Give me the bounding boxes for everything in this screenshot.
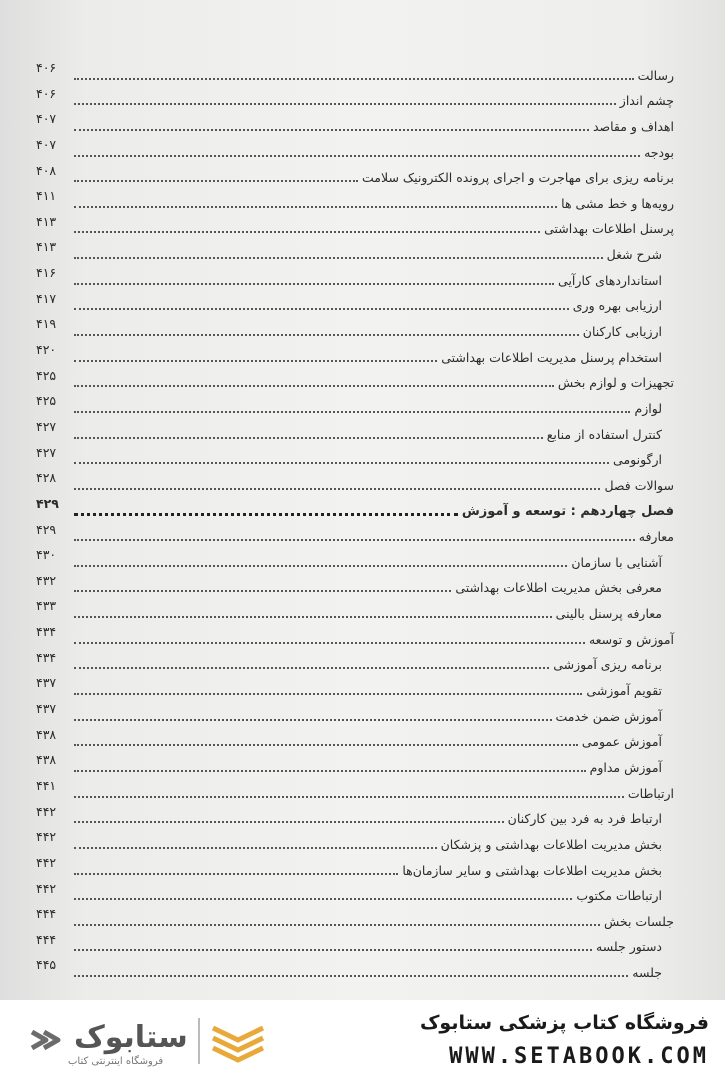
- toc-page-number: ۴۳۸: [36, 726, 57, 742]
- toc-leader-dots: [74, 924, 600, 926]
- toc-page-number: ۴۲۹: [36, 495, 59, 511]
- toc-row[interactable]: [36, 776, 674, 802]
- toc-leader-dots: [74, 642, 585, 644]
- toc-leader-dots: [74, 847, 437, 849]
- toc-row[interactable]: [36, 135, 674, 161]
- store-footer: [0, 1000, 725, 1080]
- toc-page-number: ۴۴۱: [36, 777, 57, 793]
- toc-leader-dots: [74, 796, 624, 798]
- toc-entry-title: معارفه پرسنل بالینی: [555, 606, 662, 622]
- toc-page-number: ۴۴۲: [36, 829, 57, 845]
- toc-leader-dots: [74, 873, 398, 875]
- toc-entry-title: ارزیابی بهره وری: [572, 298, 662, 314]
- toc-entry-title: دستور جلسه: [596, 939, 662, 955]
- toc-page-number: ۴۳۷: [36, 701, 57, 717]
- toc-page-number: ۴۳۷: [36, 675, 57, 691]
- toc-page-number: ۴۲۸: [36, 470, 57, 486]
- logo-subtext: فروشگاه اینترنتی کتاب: [68, 1056, 164, 1067]
- toc-leader-dots: [74, 949, 592, 951]
- toc-entry-title: بخش مدیریت اطلاعات بهداشتی و سایر سازمان‌ها: [402, 862, 662, 878]
- toc-row[interactable]: [36, 417, 674, 443]
- toc-entry-title: جلسه: [632, 965, 662, 981]
- toc-leader-dots: [74, 719, 552, 721]
- toc-entry-title: ارتباطات مکتوب: [576, 888, 662, 904]
- toc-page-number: ۴۳۳: [36, 598, 57, 614]
- toc-row[interactable]: [36, 596, 674, 622]
- toc-leader-dots: [74, 667, 549, 669]
- toc-entry-title: برنامه ریزی برای مهاجرت و اجرای پرونده الکترونیک سلامت: [362, 170, 674, 186]
- toc-leader-dots: [74, 437, 543, 439]
- toc-leader-dots: [74, 744, 578, 746]
- toc-row[interactable]: [36, 673, 674, 699]
- toc-page-number: ۴۴۲: [36, 854, 57, 870]
- toc-chapter-row[interactable]: [36, 494, 674, 520]
- toc-row[interactable]: [36, 930, 674, 956]
- toc-row[interactable]: [36, 750, 674, 776]
- toc-page-number: ۴۰۶: [36, 60, 57, 75]
- toc-page-number: ۴۳۴: [36, 624, 57, 640]
- toc-row[interactable]: [36, 827, 674, 853]
- toc-page-number: ۴۱۶: [36, 265, 57, 281]
- toc-entry-title: لوازم: [634, 400, 662, 416]
- toc-leader-dots: [74, 231, 540, 233]
- toc-page-number: ۴۲۵: [36, 393, 57, 409]
- toc-page-number: ۴۴۵: [36, 957, 57, 973]
- toc-page-number: ۴۴۴: [36, 906, 57, 922]
- toc-page-number: ۴۲۵: [36, 367, 57, 383]
- toc-row[interactable]: [36, 289, 674, 315]
- toc-entry-title: آموزش مداوم: [589, 759, 662, 775]
- toc-leader-dots: [74, 308, 569, 310]
- toc-page-number: ۴۰۷: [36, 136, 57, 152]
- toc-entry-title: آموزش عمومی: [581, 734, 662, 750]
- toc-entry-title: ارگونومی: [613, 452, 662, 468]
- toc-page-number: ۴۰۶: [36, 85, 57, 101]
- toc-leader-dots: [74, 565, 567, 567]
- toc-leader-dots: [74, 103, 616, 105]
- toc-page-number: ۴۴۲: [36, 880, 57, 896]
- toc-entry-title: معرفی بخش مدیریت اطلاعات بهداشتی: [455, 580, 662, 596]
- toc-page-number: ۴۳۸: [36, 752, 57, 768]
- toc-leader-dots: [74, 283, 554, 285]
- toc-page-number: ۴۳۴: [36, 649, 57, 665]
- toc-row[interactable]: [36, 904, 674, 930]
- toc-entry-title: رویه‌ها و خط مشی ها: [561, 195, 674, 211]
- toc-page-number: ۴۴۲: [36, 803, 57, 819]
- toc-row[interactable]: [36, 263, 674, 289]
- toc-page-number: ۴۲۹: [36, 521, 57, 537]
- toc-page-number: ۴۴۴: [36, 931, 57, 947]
- toc-page-number: ۴۰۸: [36, 162, 57, 178]
- toc-row[interactable]: [36, 391, 674, 417]
- toc-entry-title: معارفه: [638, 529, 674, 545]
- toc-leader-dots: [74, 129, 589, 131]
- toc-entry-title: تجهیزات و لوازم بخش: [557, 375, 674, 391]
- toc-entry-title: سوالات فصل: [604, 477, 674, 493]
- toc-row[interactable]: [36, 955, 674, 981]
- store-url[interactable]: WWW.SETABOOK.COM: [449, 1044, 709, 1069]
- toc-entry-title: رسالت: [637, 67, 674, 83]
- toc-row[interactable]: [36, 725, 674, 751]
- toc-entry-title: آموزش و توسعه: [588, 631, 674, 647]
- toc-row[interactable]: [36, 699, 674, 725]
- toc-entry-title: آشنایی با سازمان: [571, 554, 662, 570]
- toc-row[interactable]: [36, 853, 674, 879]
- toc-row[interactable]: [36, 802, 674, 828]
- toc-leader-dots: [74, 513, 458, 516]
- logo-text: ستابوک: [74, 1020, 188, 1055]
- toc-entry-title: فصل چهاردهم : توسعه و آموزش: [461, 503, 674, 519]
- toc-leader-dots: [74, 821, 504, 823]
- toc-page-number: ۴۰۷: [36, 111, 57, 127]
- toc-row[interactable]: [36, 161, 674, 187]
- toc-leader-dots: [74, 488, 600, 490]
- toc-page-number: ۴۲۷: [36, 444, 57, 460]
- toc-row[interactable]: [36, 879, 674, 905]
- toc-leader-dots: [74, 385, 554, 387]
- toc-leader-dots: [74, 616, 552, 618]
- toc-entry-title: ارتباط فرد به فرد بین کارکنان: [507, 811, 662, 827]
- toc-row[interactable]: [36, 109, 674, 135]
- toc-leader-dots: [74, 360, 437, 362]
- toc-leader-dots: [74, 206, 557, 208]
- toc-leader-dots: [74, 590, 451, 592]
- toc-leader-dots: [74, 462, 609, 464]
- toc-entry-title: ارتباطات: [627, 785, 674, 801]
- toc-row[interactable]: [36, 622, 674, 648]
- toc-row[interactable]: [36, 340, 674, 366]
- toc-leader-dots: [74, 155, 640, 157]
- toc-entry-title: شرح شغل: [606, 247, 662, 263]
- toc-row[interactable]: [36, 545, 674, 571]
- toc-page-number: ۴۱۳: [36, 239, 57, 255]
- toc-entry-title: بخش مدیریت اطلاعات بهداشتی و پزشکان: [440, 836, 662, 852]
- table-of-contents: [36, 58, 674, 981]
- toc-page-number: ۴۲۰: [36, 342, 57, 358]
- toc-entry-title: آموزش ضمن خدمت: [555, 708, 662, 724]
- toc-entry-title: اهداف و مقاصد: [592, 118, 674, 134]
- store-name: فروشگاه کتاب پزشکی ستابوک: [419, 1012, 709, 1034]
- toc-leader-dots: [74, 693, 582, 695]
- toc-page-number: ۴۱۷: [36, 290, 57, 306]
- toc-row[interactable]: [36, 571, 674, 597]
- toc-row[interactable]: [36, 84, 674, 110]
- toc-page-number: ۴۳۲: [36, 572, 57, 588]
- toc-page-number: ۴۳۰: [36, 547, 57, 563]
- toc-entry-title: چشم انداز: [619, 93, 674, 109]
- toc-row[interactable]: [36, 212, 674, 238]
- toc-entry-title: تقویم آموزشی: [586, 683, 662, 699]
- toc-leader-dots: [74, 411, 630, 413]
- setabook-logo: [28, 1018, 278, 1067]
- toc-row[interactable]: [36, 314, 674, 340]
- toc-leader-dots: [74, 539, 635, 541]
- toc-leader-dots: [74, 78, 634, 80]
- toc-row[interactable]: [36, 58, 674, 84]
- toc-entry-title: پرسنل اطلاعات بهداشتی: [544, 221, 674, 237]
- toc-leader-dots: [74, 334, 579, 336]
- toc-entry-title: ارزیابی کارکنان: [582, 324, 662, 340]
- toc-row[interactable]: [36, 443, 674, 469]
- toc-page-number: ۴۲۷: [36, 418, 57, 434]
- toc-leader-dots: [74, 975, 628, 977]
- toc-page-number: ۴۱۹: [36, 316, 57, 332]
- toc-leader-dots: [74, 257, 603, 259]
- toc-entry-title: استخدام پرسنل مدیریت اطلاعات بهداشتی: [441, 349, 662, 365]
- toc-entry-title: جلسات بخش: [603, 913, 674, 929]
- toc-entry-title: بودجه: [644, 144, 674, 160]
- toc-row[interactable]: [36, 468, 674, 494]
- toc-leader-dots: [74, 180, 358, 182]
- toc-row[interactable]: [36, 366, 674, 392]
- toc-page-number: ۴۱۱: [36, 188, 57, 204]
- toc-row[interactable]: [36, 186, 674, 212]
- toc-row[interactable]: [36, 648, 674, 674]
- toc-entry-title: کنترل استفاده از منابع: [546, 426, 662, 442]
- toc-leader-dots: [74, 898, 572, 900]
- toc-row[interactable]: [36, 237, 674, 263]
- toc-entry-title: برنامه ریزی آموزشی: [553, 657, 662, 673]
- toc-page-number: ۴۱۳: [36, 213, 57, 229]
- toc-entry-title: استانداردهای کارآیی: [558, 272, 662, 288]
- toc-row[interactable]: [36, 520, 674, 546]
- toc-leader-dots: [74, 770, 586, 772]
